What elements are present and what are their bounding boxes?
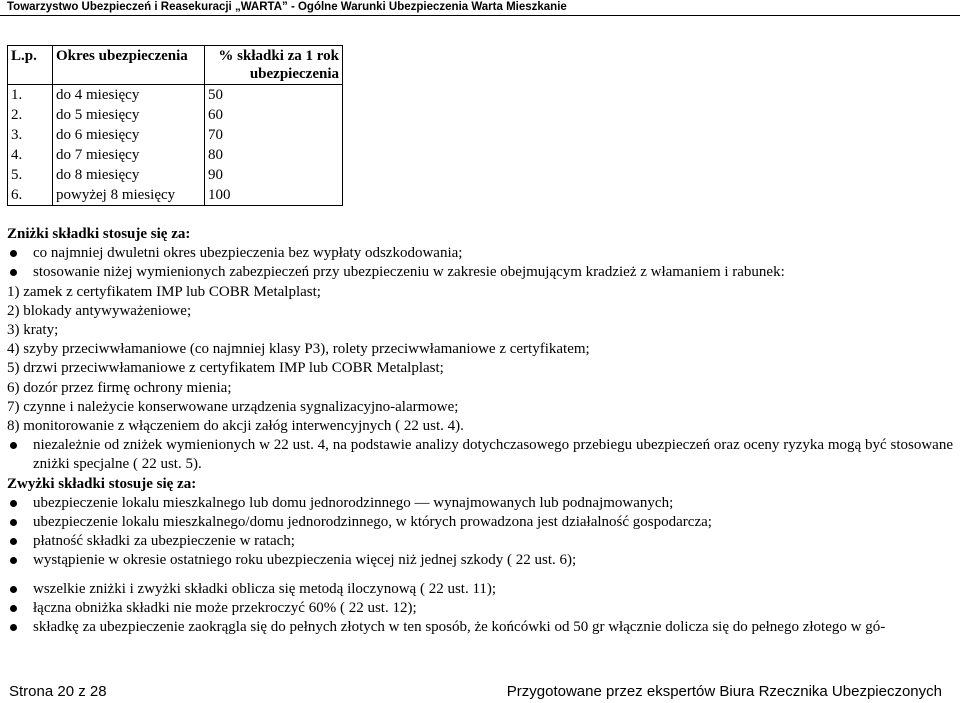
list-item: ubezpieczenie lokalu mieszkalnego lub domu jednorodzinnego — wynajmowanych lub podnajmowanych; bbox=[7, 494, 953, 513]
table-row bbox=[8, 85, 343, 106]
column-header-lp: L.p. bbox=[8, 46, 53, 85]
table-cell-lp: 2. bbox=[8, 105, 53, 125]
table-row bbox=[8, 165, 343, 185]
list-item: niezależnie od zniżek wymienionych w 22 ust. 4, na podstawie analizy dotychczasowego przebiegu ubezpieczeń oraz oceny ryzyka mogą być stosowane zniżki specjalne ( 22 ust. 5). bbox=[7, 436, 953, 474]
general-rules-list bbox=[7, 580, 953, 638]
list-item: 4) szyby przeciwwłamaniowe (co najmniej klasy P3), rolety przeciwwłamaniowe z certyfikatem; bbox=[7, 341, 590, 358]
table-cell-percent: 90 bbox=[205, 165, 343, 185]
surcharges-list bbox=[7, 494, 953, 571]
spacer bbox=[7, 571, 953, 580]
column-header-percent: % składki za 1 rok ubezpieczenia bbox=[205, 46, 343, 85]
table-cell-period: do 5 miesięcy bbox=[53, 105, 205, 125]
discounts-list bbox=[7, 244, 953, 282]
page-number: Strona 20 z 28 bbox=[9, 683, 107, 700]
list-item: 2) blokady antywyważeniowe; bbox=[7, 302, 192, 319]
document-body bbox=[7, 225, 953, 637]
table-cell-percent: 60 bbox=[205, 105, 343, 125]
table-cell-percent: 70 bbox=[205, 125, 343, 145]
footer-credit: Przygotowane przez ekspertów Biura Rzecznika Ubezpieczonych bbox=[506, 683, 942, 700]
table-row bbox=[8, 105, 343, 125]
list-item: 7) czynne i należycie konserwowane urządzenia sygnalizacyjno-alarmowe; bbox=[7, 398, 459, 415]
list-item: ubezpieczenie lokalu mieszkalnego/domu jednorodzinnego, w których prowadzona jest działalność gospodarcza; bbox=[7, 513, 953, 532]
column-header-period: Okres ubezpieczenia bbox=[53, 46, 205, 85]
list-item: 3) kraty; bbox=[7, 322, 59, 339]
table-cell-lp: 1. bbox=[8, 85, 53, 106]
table-cell-period: do 4 miesięcy bbox=[53, 85, 205, 106]
list-item: 8) monitorowanie z włączeniem do akcji załóg interwencyjnych ( 22 ust. 4). bbox=[7, 418, 464, 435]
table-cell-percent: 50 bbox=[205, 85, 343, 106]
list-item: 6) dozór przez firmę ochrony mienia; bbox=[7, 379, 232, 396]
table-cell-percent: 80 bbox=[205, 145, 343, 165]
table-row bbox=[8, 185, 343, 206]
discounts-heading: Zniżki składki stosuje się za: bbox=[7, 226, 191, 242]
table-cell-period: do 6 miesięcy bbox=[53, 125, 205, 145]
table-cell-period: do 7 miesięcy bbox=[53, 145, 205, 165]
table-cell-lp: 6. bbox=[8, 185, 53, 206]
table-row bbox=[8, 125, 343, 145]
table-cell-lp: 3. bbox=[8, 125, 53, 145]
document-title: Towarzystwo Ubezpieczeń i Reasekuracji „WARTA” - Ogólne Warunki Ubezpieczenia Warta Mieszkanie bbox=[7, 1, 567, 13]
table-cell-period: do 8 miesięcy bbox=[53, 165, 205, 185]
table-row bbox=[8, 145, 343, 165]
list-item: 1) zamek z certyfikatem IMP lub COBR Metalplast; bbox=[7, 283, 321, 300]
list-item: 5) drzwi przeciwwłamaniowe z certyfikatem IMP lub COBR Metalplast; bbox=[7, 360, 444, 377]
list-item: płatność składki za ubezpieczenie w ratach; bbox=[7, 532, 953, 551]
table-cell-lp: 4. bbox=[8, 145, 53, 165]
table-cell-percent: 100 bbox=[205, 185, 343, 206]
surcharges-heading: Zwyżki składki stosuje się za: bbox=[7, 475, 197, 492]
table-cell-period: powyżej 8 miesięcy bbox=[53, 185, 205, 206]
page-footer bbox=[0, 683, 960, 701]
list-item: co najmniej dwuletni okres ubezpieczenia bez wypłaty odszkodowania; bbox=[7, 244, 953, 263]
list-item: wszelkie zniżki i zwyżki składki oblicza się metodą iloczynową ( 22 ust. 11); bbox=[7, 580, 953, 599]
list-item: składkę za ubezpieczenie zaokrągla się do pełnych złotych w ten sposób, że końcówki od 50 gr włącznie dolicza się do pełnego złotego w gó- bbox=[7, 618, 953, 637]
list-item: stosowanie niżej wymienionych zabezpieczeń przy ubezpieczeniu w zakresie obejmującym kradzież z włamaniem i rabunek: bbox=[7, 263, 953, 282]
table-header-row bbox=[8, 46, 343, 85]
list-item: wystąpienie w okresie ostatniego roku ubezpieczenia więcej niż jednej szkody ( 22 ust. 6); bbox=[7, 551, 953, 570]
security-measures-list bbox=[7, 283, 953, 437]
document-header bbox=[0, 0, 960, 16]
list-item: łączna obniżka składki nie może przekroczyć 60% ( 22 ust. 12); bbox=[7, 599, 953, 618]
table-cell-lp: 5. bbox=[8, 165, 53, 185]
special-discounts-list bbox=[7, 436, 953, 474]
premium-rate-table bbox=[7, 45, 343, 206]
